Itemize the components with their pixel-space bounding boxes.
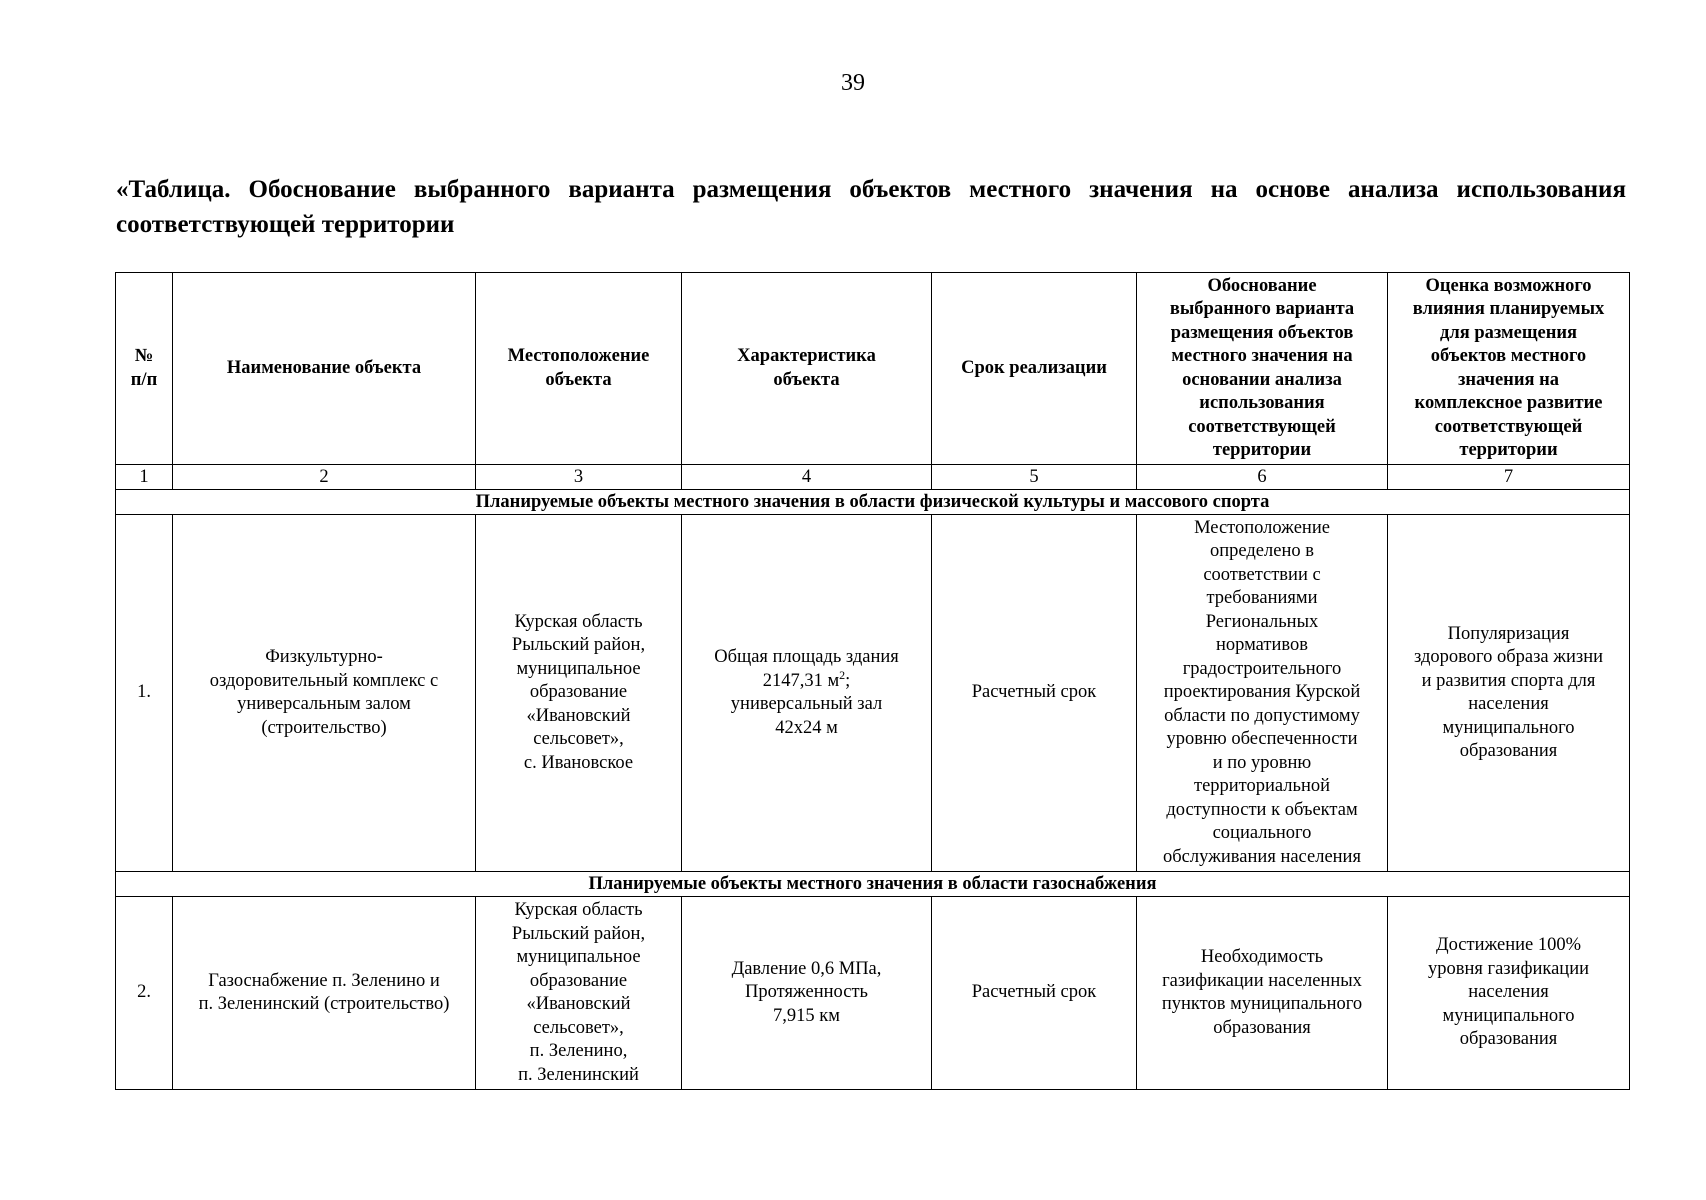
object-name: Физкультурно- оздоровительный комплекс с универсальным залом (строительство) [173, 515, 476, 872]
implementation-term: Расчетный срок [932, 897, 1137, 1090]
header-assessment: Оценка возможного влияния планируемых для размещения объектов местного значения на комплексное развитие соответствующей территории [1388, 273, 1630, 465]
characteristic-text-1: Общая площадь здания 2147,31 м [714, 647, 899, 691]
object-location: Курская область Рыльский район, муниципальное образование «Ивановский сельсовет», с. Ивановское [476, 515, 682, 872]
header-justification: Обоснование выбранного варианта размещения объектов местного значения на основании анализа использования соответствующей территории [1137, 273, 1388, 465]
table-row [116, 515, 1630, 872]
characteristic-text-2: ; универсальный зал 42х24 м [730, 670, 883, 738]
header-num: № п/п [116, 273, 173, 465]
header-term: Срок реализации [932, 273, 1137, 465]
characteristic-superscript: 2 [839, 667, 846, 682]
impact-assessment: Достижение 100% уровня газификации населения муниципального образования [1388, 897, 1630, 1090]
section-title-gas: Планируемые объекты местного значения в области газоснабжения [116, 872, 1630, 897]
justification-table [115, 272, 1630, 1090]
section-title-sports: Планируемые объекты местного значения в области физической культуры и массового спорта [116, 490, 1630, 515]
column-number: 7 [1388, 465, 1630, 490]
object-name: Газоснабжение п. Зеленино и п. Зеленинский (строительство) [173, 897, 476, 1090]
impact-assessment: Популяризация здорового образа жизни и развития спорта для населения муниципального образования [1388, 515, 1630, 872]
object-location: Курская область Рыльский район, муниципальное образование «Ивановский сельсовет», п. Зеленино, п. Зеленинский [476, 897, 682, 1090]
header-characteristic: Характеристика объекта [682, 273, 932, 465]
justification-text: Необходимость газификации населенных пунктов муниципального образования [1137, 897, 1388, 1090]
row-number: 1. [116, 515, 173, 872]
header-name: Наименование объекта [173, 273, 476, 465]
object-characteristic: Давление 0,6 МПа, Протяженность 7,915 км [682, 897, 932, 1090]
document-title: «Таблица. Обоснование выбранного варианта размещения объектов местного значения на основе анализа использования соответствующей территории [116, 176, 1626, 238]
implementation-term: Расчетный срок [932, 515, 1137, 872]
section-header-row [116, 872, 1630, 897]
column-number: 5 [932, 465, 1137, 490]
column-number: 1 [116, 465, 173, 490]
column-numbers-row [116, 465, 1630, 490]
row-number: 2. [116, 897, 173, 1090]
object-characteristic [682, 515, 932, 872]
column-number: 4 [682, 465, 932, 490]
column-number: 2 [173, 465, 476, 490]
page-number: 39 [841, 70, 865, 96]
justification-text: Местоположение определено в соответствии с требованиями Региональных нормативов градостроительного проектирования Курской области по допустимому уровню обеспеченности и по уровню территориальной доступности к объектам социального обслуживания населения [1137, 515, 1388, 872]
column-number: 3 [476, 465, 682, 490]
column-number: 6 [1137, 465, 1388, 490]
section-header-row [116, 490, 1630, 515]
table-row [116, 897, 1630, 1090]
table-header-row [116, 273, 1630, 465]
header-location: Местоположение объекта [476, 273, 682, 465]
